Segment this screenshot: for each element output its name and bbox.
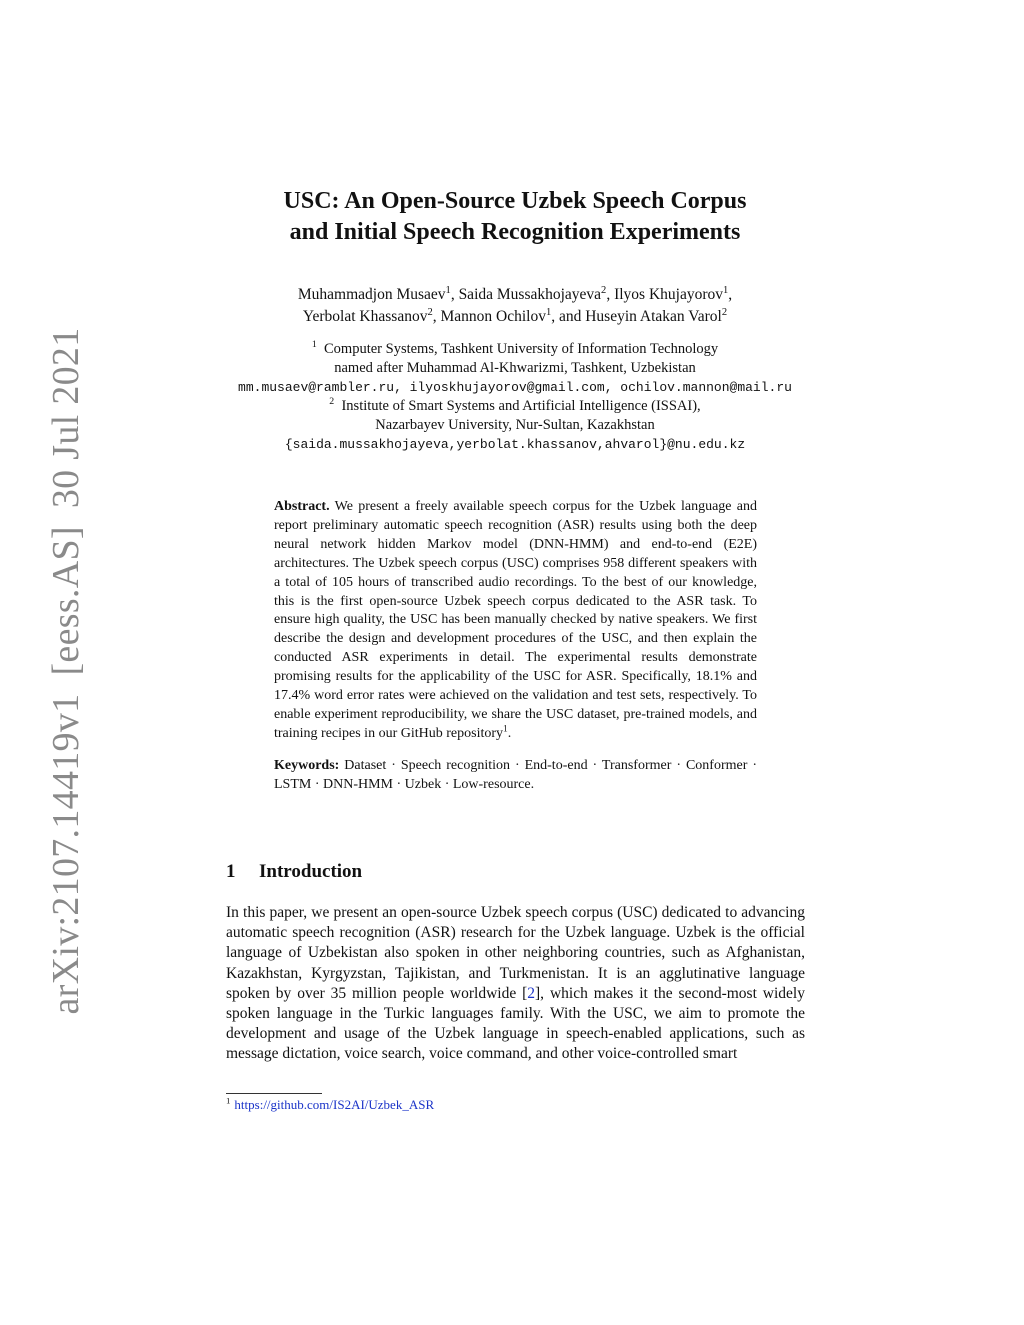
affiliation-1-line-2: named after Muhammad Al-Khwarizmi, Tashkent, Uzbekistan [334, 360, 696, 376]
keywords-paragraph [274, 757, 757, 795]
author-affiliation-mark: 1 [545, 306, 552, 318]
author-separator: , [450, 286, 459, 303]
author-affiliation-mark: 2 [427, 306, 433, 318]
affiliation-2-line-1 [200, 397, 830, 416]
author-separator: , [432, 308, 441, 325]
footnote-mark[interactable]: 1 [503, 724, 508, 735]
author-separator: , [728, 286, 733, 303]
author-name: Saida Mussakhojayeva [458, 286, 602, 303]
author-list [230, 284, 800, 328]
section-title: Introduction [259, 861, 363, 882]
footnote [226, 1097, 434, 1113]
section-heading [226, 861, 362, 883]
affiliation-1-line-1 [200, 340, 830, 359]
affiliations [200, 340, 830, 454]
affiliation-mark: 1 [311, 339, 317, 351]
author-affiliation-mark: 2 [601, 284, 607, 296]
affiliation-mark: 2 [329, 396, 335, 408]
author-name: Ilyos Khujayorov [614, 286, 723, 303]
author-name: Mannon Ochilov [440, 308, 546, 325]
github-repo-link[interactable]: https://github.com/IS2AI/Uzbek_ASR [234, 1097, 435, 1112]
citation-link[interactable]: 2 [527, 984, 536, 1002]
author-affiliation-mark: 1 [445, 284, 451, 296]
arxiv-id: arXiv:2107.14419v1 [45, 693, 87, 1015]
abstract-end: . [507, 725, 512, 741]
affiliation-1-emails[interactable]: mm.musaev@rambler.ru, ilyoskhujayorov@gmail.com, ochilov.mannon@mail.ru [238, 380, 792, 395]
keywords-label: Keywords: [274, 757, 340, 773]
abstract-paragraph [274, 498, 757, 744]
affiliation-2-emails[interactable]: {saida.mussakhojayeva,yerbolat.khassanov,ahvarol}@nu.edu.kz [284, 437, 746, 452]
arxiv-category: [eess.AS] [45, 526, 87, 676]
author-name: Huseyin Atakan Varol [585, 308, 722, 325]
abstract-block [274, 498, 757, 795]
author-name: Yerbolat Khassanov [302, 308, 428, 325]
affiliation-2-line-2: Nazarbayev University, Nur-Sultan, Kazakhstan [375, 417, 655, 433]
title-line-1: USC: An Open-Source Uzbek Speech Corpus [283, 188, 747, 214]
author-name: Muhammadjon Musaev [297, 286, 446, 303]
author-affiliation-mark: 1 [722, 284, 729, 296]
footnote-divider [226, 1093, 322, 1094]
footnote-number: 1 [226, 1095, 231, 1106]
author-separator: , [606, 286, 615, 303]
intro-text-part-1: In this paper, we present an open-source Uzbek speech corpus (USC) dedicated to advancing automatic speech recognition (ASR) research for the Uzbek language. Uzbek is the official language of Uzbekistan also spoken in other neighboring countries, such as Afghanistan, Kazakhstan, Kyrgyzstan, Tajikistan, and Turkmenistan. It is an agglutinative language spoken by over 35 million people worldwide [ [226, 904, 805, 1002]
keywords-text: Dataset · Speech recognition · End-to-end · Transformer · Conformer · LSTM · DNN-HMM · Uzbek · Low-resource. [274, 757, 758, 792]
author-separator: , and [551, 308, 586, 325]
arxiv-identifier-stamp [44, 309, 88, 1014]
section-number: 1 [226, 861, 236, 882]
abstract-text: We present a freely available speech corpus for the Uzbek language and report preliminary automatic speech recognition (ASR) results using both the deep neural network hidden Markov model (DNN-HMM) and end-to-end (E2E) architectures. The Uzbek speech corpus (USC) comprises 958 different speakers with a total of 105 hours of transcribed audio recordings. To the best of our knowledge, this is the first open-source Uzbek speech corpus dedicated to the ASR task. To ensure high quality, the USC has been manually checked by native speakers. We first describe the design and development procedures of the USC, and then explain the conducted ASR experiments in detail. The experimental results demonstrate promising results for the applicability of the USC for ASR. Specifically, 18.1% and 17.4% word error rates were achieved on the validation and test sets, respectively. To enable experiment reproducibility, we share the USC dataset, pre-trained models, and training recipes in our GitHub repository [274, 499, 757, 741]
paper-title [230, 186, 800, 248]
intro-text-part-2: ], which makes it the second-most widely spoken language in the Turkic languages family. With the USC, we aim to promote the development and usage of the Uzbek language in speech-enabled applications, such as message dictation, voice search, voice command, and other voice-controlled smart [226, 984, 805, 1063]
title-line-2: and Initial Speech Recognition Experiments [289, 219, 741, 245]
affiliation-text: Computer Systems, Tashkent University of Information Technology [324, 341, 719, 357]
intro-paragraph [226, 903, 805, 1065]
affiliation-text: Institute of Smart Systems and Artificial Intelligence (ISSAI), [341, 398, 701, 414]
arxiv-date: 30 Jul 2021 [45, 327, 87, 509]
abstract-label: Abstract. [274, 499, 330, 514]
author-affiliation-mark: 2 [721, 306, 728, 318]
